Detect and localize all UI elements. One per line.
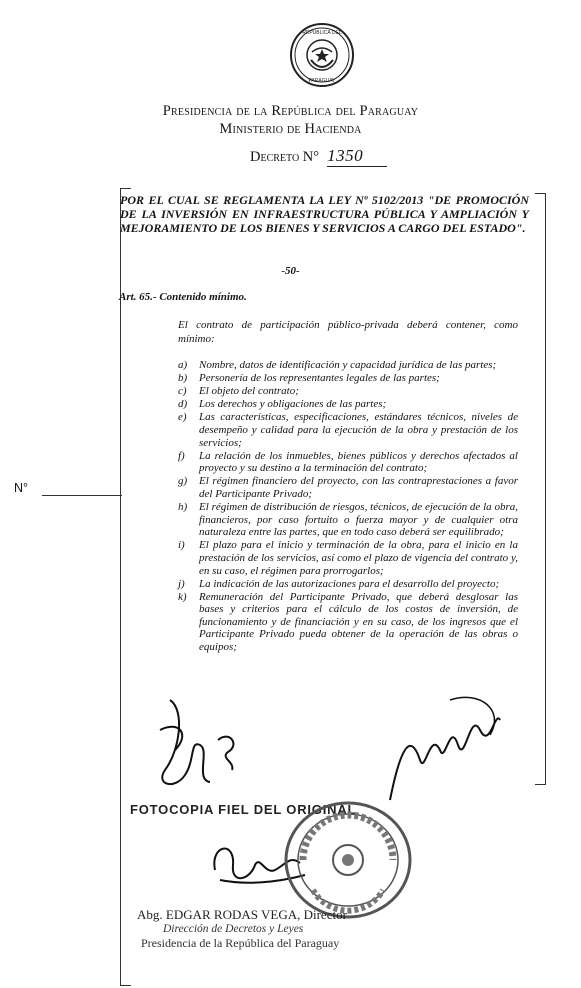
list-item (178, 398, 518, 411)
item-text: Remuneración del Participante Privado, que deberá desglosar las bases y criterios para el cálculo de los costos de inversión, de funcionamiento y de financiación y en su caso, de los ingresos que el Participante Privado pueda obtener de la operación de las obras o equipos; (199, 590, 518, 654)
list-item (178, 591, 518, 654)
item-letter: a) (178, 359, 188, 371)
certification-stamp: FOTOCOPIA FIEL DEL ORIGINAL (130, 802, 357, 817)
list-item (178, 539, 518, 577)
item-text: Las características, especificaciones, estándares técnicos, niveles de desempeño y calidad para la ejecución de la obra y prestación de los servicios; (199, 411, 518, 449)
signature-left-icon (140, 690, 250, 800)
list-item (178, 501, 518, 539)
decree-label: Decreto N° (250, 149, 320, 165)
list-item (178, 359, 518, 372)
item-text: El régimen de distribución de riesgos, técnicos, de ejecución de la obra, financieros, por caso fortuito o fuerza mayor y de cualquier otra naturaleza entre las partes, que en todo caso deberá ser equilibrado; (199, 501, 518, 539)
list-item (178, 578, 518, 591)
list-item (178, 450, 518, 475)
national-seal-icon (289, 22, 355, 88)
requirements-list (178, 359, 518, 654)
ministry-name: Ministerio de Hacienda (219, 121, 362, 137)
item-text: La indicación de las autorizaciones para el desarrollo del proyecto; (199, 577, 500, 590)
item-text: Los derechos y obligaciones de las partes; (199, 398, 387, 411)
right-margin-bracket (535, 193, 546, 785)
item-text: Nombre, datos de identificación y capacidad jurídica de las partes; (199, 359, 497, 371)
item-letter: d) (178, 398, 188, 411)
signatory-name: Abg. EDGAR RODAS VEGA, Director (137, 907, 347, 922)
decree-title: POR EL CUAL SE REGLAMENTA LA LEY Nº 5102/2013 "DE PROMOCIÓN DE LA INVERSIÓN EN INFRAESTRUCTURA PÚBLICA Y AMPLIACIÓN Y MEJORAMIENTO DE LOS BIENES Y SERVICIOS A CARGO DEL ESTADO". (120, 193, 529, 235)
item-letter: k) (178, 590, 187, 603)
institutional-seal-icon (283, 800, 413, 920)
side-number-line (42, 495, 122, 496)
list-item (178, 372, 518, 385)
left-margin-bracket (120, 188, 131, 986)
article-heading: Art. 65.- Contenido mínimo. (119, 291, 247, 303)
item-text: El plazo para el inicio y terminación de la obra, para el inicio en la prestación de los servicios, así como el plazo de vigencia del contrato y, en su caso, el régimen para prorrogarlos; (199, 539, 518, 577)
item-letter: c) (178, 385, 187, 398)
item-letter: b) (178, 372, 188, 385)
item-letter: i) (178, 539, 185, 552)
item-text: El régimen financiero del proyecto, con las contraprestaciones a favor del Participante Privado; (199, 475, 518, 500)
item-letter: g) (178, 475, 188, 488)
signatory-department: Dirección de Decretos y Leyes (163, 923, 304, 935)
item-text: El objeto del contrato; (199, 385, 299, 398)
item-letter: h) (178, 501, 188, 514)
signatory-institution: Presidencia de la República del Paraguay (141, 936, 340, 950)
decree-number-line (250, 146, 387, 167)
institution-name: Presidencia de la República del Paraguay (162, 103, 419, 119)
list-item (178, 385, 518, 398)
signature-right-icon (380, 690, 510, 810)
item-letter: j) (178, 577, 185, 590)
list-item (178, 411, 518, 449)
item-text: Personería de los representantes legales de las partes; (199, 372, 440, 385)
side-number-label: N° (14, 481, 29, 495)
list-item (178, 475, 518, 500)
decree-number: 1350 (327, 146, 387, 167)
svg-text:REPUBLICA DEL: REPUBLICA DEL (302, 30, 342, 36)
item-letter: e) (178, 411, 187, 424)
page-number: -50- (281, 265, 300, 277)
item-letter: f) (178, 449, 185, 462)
article-intro: El contrato de participación público-privada deberá contener, como mínimo: (178, 319, 518, 345)
item-text: La relación de los inmuebles, bienes públicos y derechos afectados al proyecto y su destino a la terminación del contrato; (199, 449, 518, 475)
svg-text:PARAGUAY: PARAGUAY (308, 78, 336, 84)
